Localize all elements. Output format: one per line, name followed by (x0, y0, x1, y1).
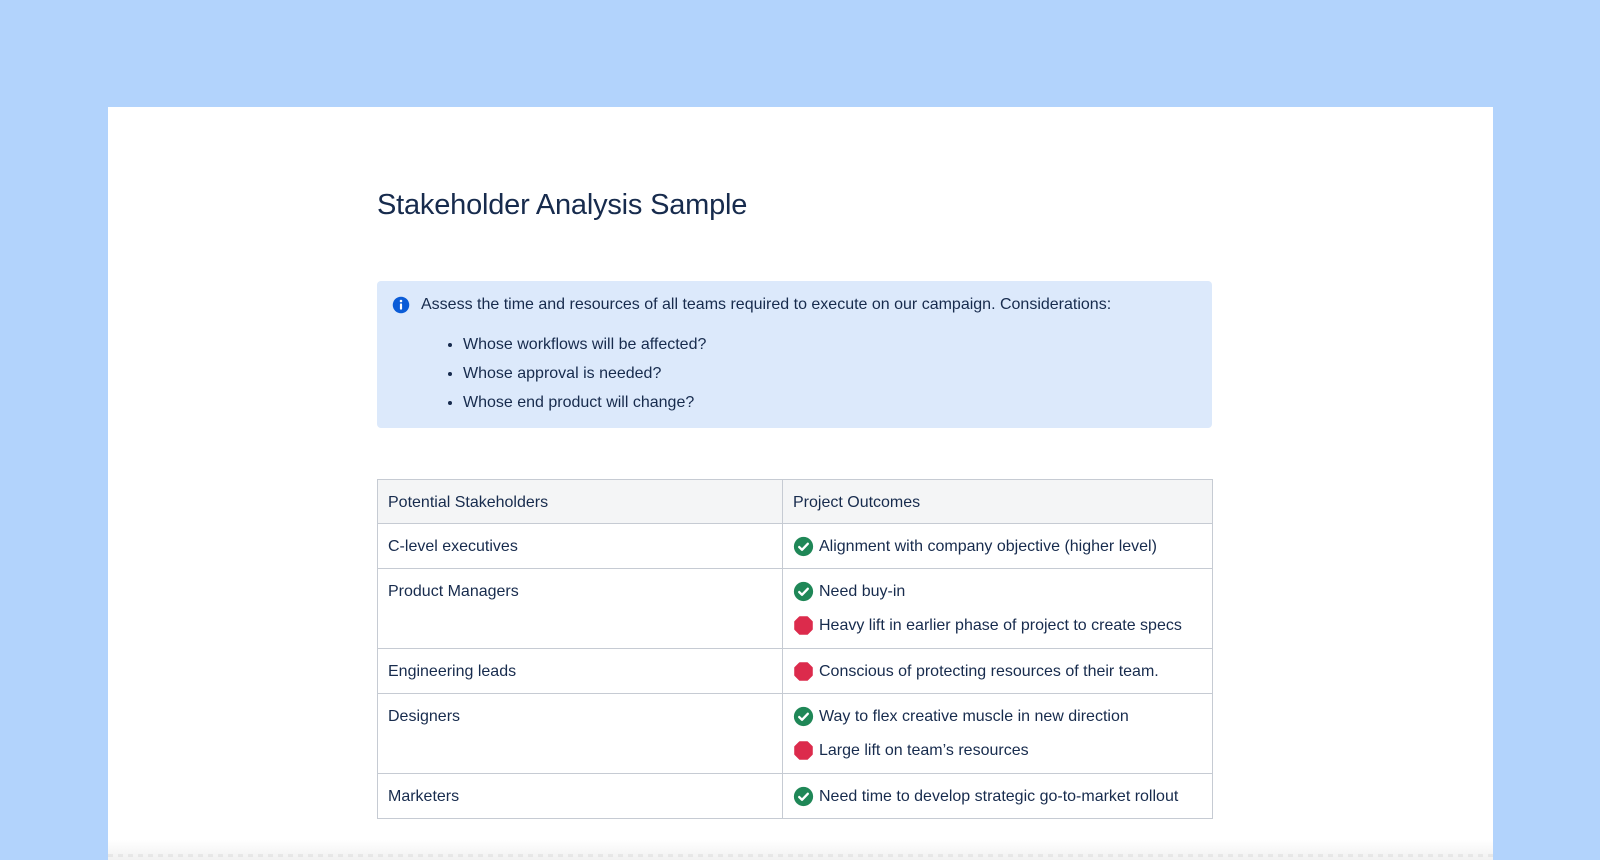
info-bullet-item: • Whose approval is needed? (463, 359, 1196, 388)
column-header-stakeholders: Potential Stakeholders (378, 480, 783, 524)
stakeholder-cell: Product Managers (378, 569, 783, 649)
stop-icon (793, 615, 814, 636)
card-bottom-fade (108, 840, 1493, 860)
card-bottom-dotted-divider (108, 854, 1493, 857)
info-bullet-list (421, 330, 1196, 417)
outcome-line (793, 659, 1202, 684)
outcomes-cell (783, 774, 1213, 819)
stakeholder-table (377, 479, 1213, 819)
info-panel-body (421, 293, 1196, 417)
outcome-text: Way to flex creative muscle in new direction (819, 708, 1129, 725)
outcome-line (793, 738, 1202, 763)
table-row (378, 524, 1213, 569)
page-title: Stakeholder Analysis Sample (377, 189, 748, 221)
info-panel (377, 281, 1212, 428)
outcome-line (793, 613, 1202, 638)
stakeholder-cell: Designers (378, 694, 783, 774)
document-card (108, 107, 1493, 860)
check-icon (793, 706, 814, 727)
stakeholder-cell: Engineering leads (378, 649, 783, 694)
info-panel-lead-text: Assess the time and resources of all teams required to execute on our campaign. Considerations: (421, 296, 1112, 313)
outcome-text: Large lift on team’s resources (819, 742, 1029, 759)
stop-icon (793, 740, 814, 761)
table-row (378, 694, 1213, 774)
table-row (378, 649, 1213, 694)
table-row (378, 569, 1213, 649)
outcome-line (793, 704, 1202, 729)
table-body (378, 524, 1213, 819)
info-bullet-item: • Whose end product will change? (463, 388, 1196, 417)
table-header-row (378, 480, 1213, 524)
outcomes-cell (783, 694, 1213, 774)
outcomes-cell (783, 569, 1213, 649)
check-icon (793, 581, 814, 602)
outcome-text: Heavy lift in earlier phase of project to create specs (819, 617, 1182, 634)
column-header-outcomes: Project Outcomes (783, 480, 1213, 524)
outcome-text: Alignment with company objective (higher level) (819, 538, 1157, 555)
outcome-line (793, 784, 1202, 809)
info-icon (392, 296, 410, 314)
table-row (378, 774, 1213, 819)
document-content (377, 107, 1212, 819)
check-icon (793, 786, 814, 807)
stop-icon (793, 661, 814, 682)
stakeholder-cell: Marketers (378, 774, 783, 819)
outcomes-cell (783, 524, 1213, 569)
outcome-line (793, 534, 1202, 559)
outcome-text: Need buy-in (819, 583, 906, 600)
outcome-line (793, 579, 1202, 604)
outcome-text: Conscious of protecting resources of their team. (819, 663, 1159, 680)
info-bullet-item: • Whose workflows will be affected? (463, 330, 1196, 359)
outcomes-cell (783, 649, 1213, 694)
stakeholder-cell: C-level executives (378, 524, 783, 569)
check-icon (793, 536, 814, 557)
outcome-text: Need time to develop strategic go-to-market rollout (819, 788, 1179, 805)
